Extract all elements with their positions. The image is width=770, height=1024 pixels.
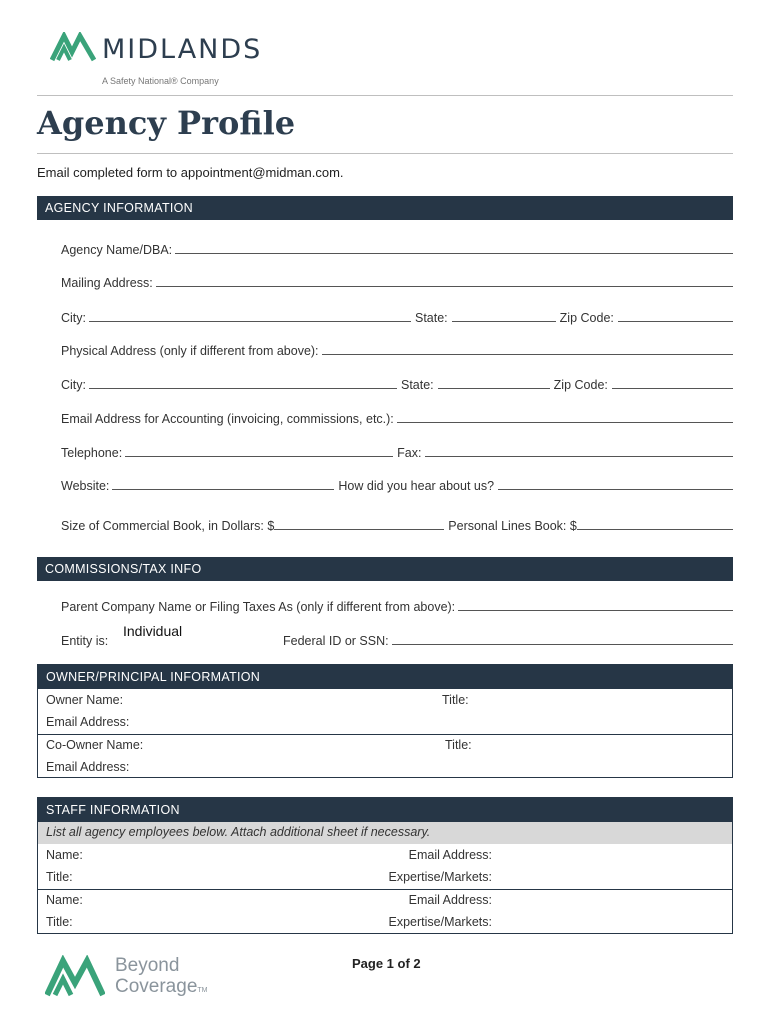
staff-title-label[interactable]: Title: bbox=[46, 870, 73, 884]
beyond-coverage-mountain-icon bbox=[45, 955, 105, 997]
footer-brand-line2 bbox=[115, 976, 208, 1001]
staff-title-label[interactable]: Title: bbox=[46, 915, 73, 929]
state-label: State: bbox=[415, 311, 448, 325]
mailing-address-field[interactable] bbox=[61, 272, 733, 290]
physical-address-blank[interactable] bbox=[322, 345, 733, 355]
brand-tagline: A Safety National® Company bbox=[102, 76, 219, 86]
zip-label: Zip Code: bbox=[559, 311, 614, 325]
page-title: Agency Profile bbox=[37, 104, 296, 142]
zip-blank-2[interactable] bbox=[612, 379, 733, 389]
staff-name-label[interactable]: Name: bbox=[46, 848, 83, 862]
staff-expertise-label[interactable]: Expertise/Markets: bbox=[388, 915, 492, 929]
city-label: City: bbox=[61, 311, 86, 325]
personal-book-blank[interactable] bbox=[577, 520, 733, 530]
staff-note: List all agency employees below. Attach additional sheet if necessary. bbox=[38, 822, 732, 844]
parent-company-field[interactable] bbox=[61, 596, 733, 614]
title-divider bbox=[37, 153, 733, 154]
parent-company-blank[interactable] bbox=[458, 601, 733, 611]
email-accounting-blank[interactable] bbox=[397, 413, 733, 423]
owner-title-label[interactable]: Title: bbox=[442, 693, 469, 707]
mailing-address-label: Mailing Address: bbox=[61, 276, 153, 290]
staff-email-label[interactable]: Email Address: bbox=[408, 848, 492, 862]
fax-label: Fax: bbox=[397, 446, 422, 460]
owner-name-label[interactable]: Owner Name: bbox=[46, 693, 124, 707]
midlands-logo bbox=[50, 32, 290, 92]
email-accounting-label: Email Address for Accounting (invoicing, commissions, etc.): bbox=[61, 412, 394, 426]
parent-company-label: Parent Company Name or Filing Taxes As (only if different from above): bbox=[61, 600, 456, 614]
zip-label-2: Zip Code: bbox=[553, 378, 608, 392]
trademark-mark: TM bbox=[197, 987, 208, 994]
header-divider bbox=[37, 95, 733, 96]
commissions-heading: COMMISSIONS/TAX INFO bbox=[37, 557, 733, 581]
city-blank[interactable] bbox=[89, 312, 411, 322]
state-blank[interactable] bbox=[452, 312, 556, 322]
agency-name-field[interactable] bbox=[61, 239, 733, 257]
owner-divider bbox=[38, 734, 732, 735]
telephone-label: Telephone: bbox=[61, 446, 123, 460]
owner-section bbox=[37, 664, 733, 778]
how-hear-label: How did you hear about us? bbox=[338, 479, 495, 493]
entity-label: Entity is: bbox=[61, 634, 109, 648]
state-label-2: State: bbox=[401, 378, 434, 392]
owner-email-label[interactable]: Email Address: bbox=[46, 715, 130, 729]
staff-section bbox=[37, 797, 733, 934]
commercial-book-blank[interactable] bbox=[274, 520, 444, 530]
midlands-mountain-icon bbox=[50, 32, 96, 62]
state-blank-2[interactable] bbox=[438, 379, 550, 389]
footer-brand-line1: Beyond bbox=[115, 955, 180, 976]
beyond-coverage-logo bbox=[45, 955, 245, 1005]
agency-name-label: Agency Name/DBA: bbox=[61, 243, 173, 257]
entity-value[interactable]: Individual bbox=[123, 623, 183, 639]
website-blank[interactable] bbox=[112, 480, 334, 490]
how-hear-blank[interactable] bbox=[498, 480, 733, 490]
email-accounting-field[interactable] bbox=[61, 408, 733, 426]
book-size-field[interactable] bbox=[61, 515, 733, 533]
co-owner-name-label[interactable]: Co-Owner Name: bbox=[46, 738, 144, 752]
website-label: Website: bbox=[61, 479, 110, 493]
brand-name: MIDLANDS bbox=[102, 34, 263, 65]
staff-name-label[interactable]: Name: bbox=[46, 893, 83, 907]
telephone-fax-field[interactable] bbox=[61, 442, 733, 460]
agency-name-blank[interactable] bbox=[175, 244, 733, 254]
owner-heading: OWNER/PRINCIPAL INFORMATION bbox=[38, 665, 732, 689]
fax-blank[interactable] bbox=[425, 447, 733, 457]
website-field[interactable] bbox=[61, 475, 733, 493]
staff-heading: STAFF INFORMATION bbox=[38, 798, 732, 822]
physical-address-label: Physical Address (only if different from above): bbox=[61, 344, 319, 358]
personal-book-label: Personal Lines Book: $ bbox=[448, 519, 577, 533]
federal-id-label: Federal ID or SSN: bbox=[283, 634, 389, 648]
page-number: Page 1 of 2 bbox=[352, 956, 421, 971]
city-blank-2[interactable] bbox=[89, 379, 397, 389]
footer-brand-line2-text: Coverage bbox=[115, 976, 198, 997]
footer-brand-text bbox=[115, 955, 208, 1001]
agency-info-heading: AGENCY INFORMATION bbox=[37, 196, 733, 220]
co-owner-email-label[interactable]: Email Address: bbox=[46, 760, 130, 774]
co-owner-title-label[interactable]: Title: bbox=[445, 738, 472, 752]
staff-divider bbox=[38, 889, 732, 890]
city-label-2: City: bbox=[61, 378, 86, 392]
staff-expertise-label[interactable]: Expertise/Markets: bbox=[388, 870, 492, 884]
physical-address-field[interactable] bbox=[61, 340, 733, 358]
city-state-zip-field[interactable] bbox=[61, 307, 733, 325]
zip-blank[interactable] bbox=[618, 312, 733, 322]
mailing-address-blank[interactable] bbox=[156, 277, 733, 287]
telephone-blank[interactable] bbox=[125, 447, 393, 457]
staff-email-label[interactable]: Email Address: bbox=[408, 893, 492, 907]
city-state-zip-field-2[interactable] bbox=[61, 374, 733, 392]
commercial-book-label: Size of Commercial Book, in Dollars: $ bbox=[61, 519, 275, 533]
federal-id-blank[interactable] bbox=[392, 635, 733, 645]
instruction-text: Email completed form to appointment@midman.com. bbox=[37, 165, 344, 180]
